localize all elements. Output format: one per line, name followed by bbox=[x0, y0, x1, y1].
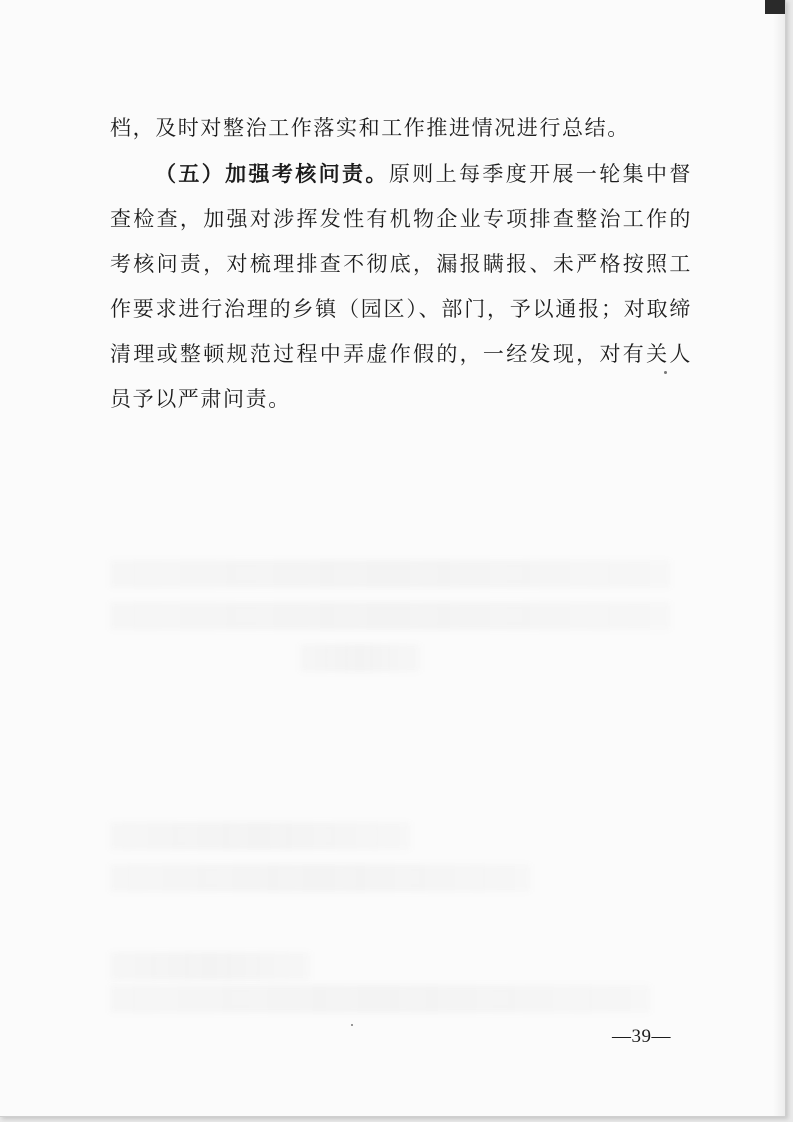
scan-corner-mark bbox=[765, 0, 785, 14]
bleed-through-line bbox=[300, 644, 420, 672]
section-body: 原则上每季度开展一轮集中督查检查，加强对涉挥发性有机物企业专项排查整治工作的考核问责，对梳理排查不彻底，漏报瞒报、未严格按照工作要求进行治理的乡镇（园区）、部门，予以通报；对取缔清理或整顿规范过程中弄虚作假的，一经发现，对有关人员予以严肃问责。 bbox=[110, 162, 692, 411]
bleed-through-line bbox=[110, 560, 670, 588]
body-text bbox=[110, 106, 692, 422]
section-heading: （五）加强考核问责。 bbox=[155, 161, 389, 186]
bleed-through-line bbox=[110, 985, 650, 1013]
scan-shadow-edge bbox=[773, 0, 785, 1116]
paragraph-continuation: 档，及时对整治工作落实和工作推进情况进行总结。 bbox=[110, 116, 630, 140]
bleed-through-line bbox=[110, 864, 530, 892]
paragraph-section-5 bbox=[110, 151, 692, 422]
scan-speck bbox=[351, 1024, 353, 1026]
bleed-through-line bbox=[110, 952, 310, 980]
page-number: —39— bbox=[612, 1026, 671, 1047]
bleed-through-line bbox=[110, 822, 410, 850]
bleed-through-line bbox=[110, 602, 670, 630]
